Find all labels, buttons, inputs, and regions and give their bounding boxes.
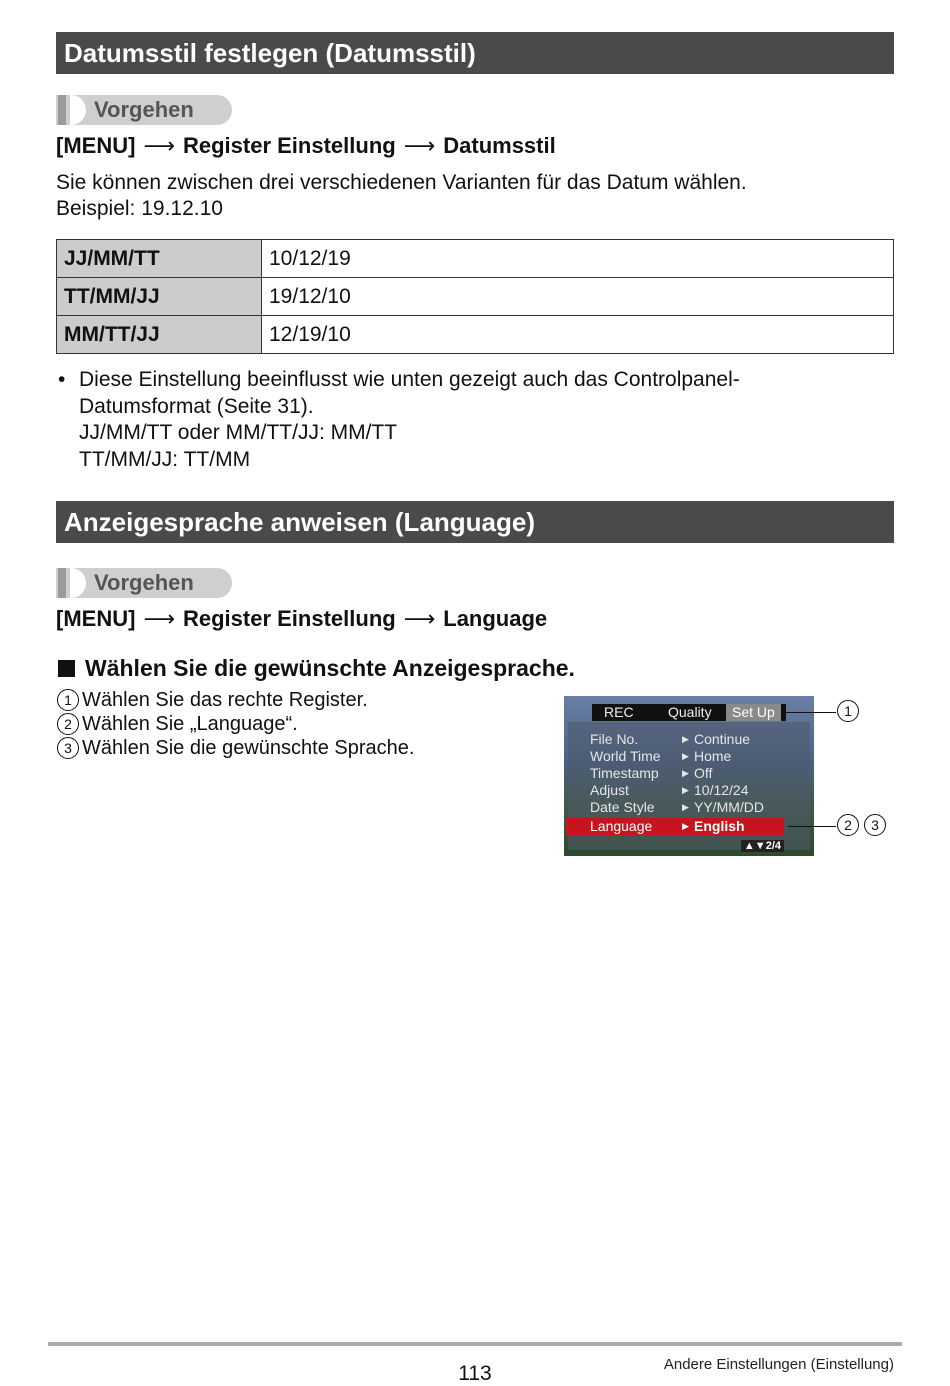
menu-path-step: [MENU] — [56, 606, 136, 631]
camera-row-value: 10/12/24 — [694, 782, 749, 798]
camera-tab-quality: Quality — [668, 704, 712, 720]
sub-heading — [58, 655, 575, 682]
step-text: Wählen Sie die gewünschte Sprache. — [82, 737, 415, 759]
list-item — [57, 712, 414, 736]
arrow-right-icon: ⟶ — [143, 133, 175, 158]
menu-path-step: Language — [443, 606, 548, 631]
camera-tab-setup: Set Up — [726, 704, 781, 721]
camera-row-label: Timestamp — [590, 765, 659, 781]
intro-text — [56, 170, 747, 222]
format-cell: MM/TT/JJ — [57, 316, 262, 354]
section-title-language: Anzeigesprache anweisen (Language) — [56, 501, 894, 543]
format-cell: TT/MM/JJ — [57, 278, 262, 316]
step-text: Wählen Sie das rechte Register. — [82, 689, 368, 711]
table-row — [57, 316, 894, 354]
bullet-icon: • — [58, 368, 66, 391]
circled-number-icon: 1 — [57, 689, 79, 711]
circled-number-icon: 2 — [57, 713, 79, 735]
menu-path-language — [56, 606, 547, 632]
camera-menu-row — [590, 731, 806, 748]
intro-line: Beispiel: 19.12.10 — [56, 197, 223, 220]
example-cell: 10/12/19 — [262, 240, 894, 278]
arrow-right-icon: ⟶ — [403, 606, 436, 631]
camera-menu-row — [590, 799, 806, 816]
note-text: Diese Einstellung beeinflusst wie unten gezeigt auch das Controlpanel- — [79, 368, 740, 391]
note-line — [58, 420, 740, 447]
camera-row-value: English — [694, 818, 745, 834]
camera-row-label: World Time — [590, 748, 661, 764]
menu-path-step: Register Einstellung — [182, 606, 396, 631]
procedure-badge — [56, 95, 232, 125]
arrow-right-icon: ⟶ — [143, 606, 175, 631]
example-cell: 12/19/10 — [262, 316, 894, 354]
section-title-datumsstil: Datumsstil festlegen (Datumsstil) — [56, 32, 894, 74]
camera-row-value: Home — [694, 748, 732, 764]
footer-chapter-label: Andere Einstellungen (Einstellung) — [663, 1356, 894, 1373]
table-row — [57, 240, 894, 278]
menu-path-datumsstil — [56, 133, 556, 159]
camera-menu-screenshot — [564, 696, 814, 856]
example-cell: 19/12/10 — [262, 278, 894, 316]
camera-row-label: Language — [590, 818, 653, 834]
camera-tab-rec: REC — [604, 704, 634, 720]
circled-number-icon: 1 — [837, 700, 859, 722]
triangle-right-icon: ▶ — [682, 751, 689, 761]
camera-row-label: File No. — [590, 731, 639, 747]
camera-row-value: Continue — [694, 731, 751, 747]
menu-path-step: Datumsstil — [443, 133, 556, 158]
camera-menu-row — [590, 765, 806, 782]
camera-row-value: Off — [694, 765, 713, 781]
camera-menu-row — [590, 782, 806, 799]
step-list — [57, 688, 414, 760]
procedure-label: Vorgehen — [94, 570, 194, 595]
footer-divider — [48, 1342, 902, 1346]
badge-notch — [70, 568, 86, 598]
triangle-right-icon: ▶ — [682, 768, 689, 778]
callout-leader-line — [786, 712, 836, 713]
menu-path-step: Register Einstellung — [182, 133, 396, 158]
camera-row-label: Adjust — [590, 782, 629, 798]
badge-stripe — [58, 95, 66, 125]
note-text: TT/MM/JJ: TT/MM — [79, 447, 251, 471]
arrow-right-icon: ⟶ — [403, 133, 436, 158]
menu-path-step: [MENU] — [56, 133, 136, 158]
list-item — [57, 688, 414, 712]
table-row — [57, 278, 894, 316]
format-cell: JJ/MM/TT — [57, 240, 262, 278]
camera-page-indicator: ▲▼2/4 — [741, 840, 784, 852]
circled-number-icon: 3 — [864, 814, 886, 836]
circled-number-icon: 2 — [837, 814, 859, 836]
procedure-badge — [56, 568, 232, 598]
page-number: 113 — [458, 1362, 492, 1385]
triangle-right-icon: ▶ — [682, 785, 689, 795]
note-line — [58, 367, 740, 394]
note-line — [58, 394, 740, 421]
note-text: JJ/MM/TT oder MM/TT/JJ: MM/TT — [79, 421, 398, 444]
camera-menu-row-selected — [566, 818, 784, 835]
triangle-right-icon: ▶ — [682, 821, 689, 831]
camera-tab-bar — [592, 704, 786, 721]
camera-row-value: YY/MM/DD — [694, 799, 764, 815]
intro-line: Sie können zwischen drei verschiedenen Varianten für das Datum wählen. — [56, 171, 747, 194]
square-bullet-icon — [58, 660, 75, 677]
date-format-table — [56, 239, 894, 354]
badge-notch — [70, 95, 86, 125]
procedure-label: Vorgehen — [94, 97, 194, 122]
camera-row-label: Date Style — [590, 799, 655, 815]
note-bullet — [58, 367, 740, 473]
list-item — [57, 736, 414, 760]
camera-menu-row — [590, 748, 806, 765]
triangle-right-icon: ▶ — [682, 734, 689, 744]
step-text: Wählen Sie „Language“. — [82, 713, 298, 735]
circled-number-icon: 3 — [57, 737, 79, 759]
badge-stripe — [58, 568, 66, 598]
callout-leader-line — [788, 826, 836, 827]
sub-heading-text: Wählen Sie die gewünschte Anzeigesprache. — [85, 655, 575, 681]
triangle-right-icon: ▶ — [682, 802, 689, 812]
note-text: Datumsformat (Seite 31). — [79, 394, 314, 418]
note-line — [58, 447, 740, 474]
